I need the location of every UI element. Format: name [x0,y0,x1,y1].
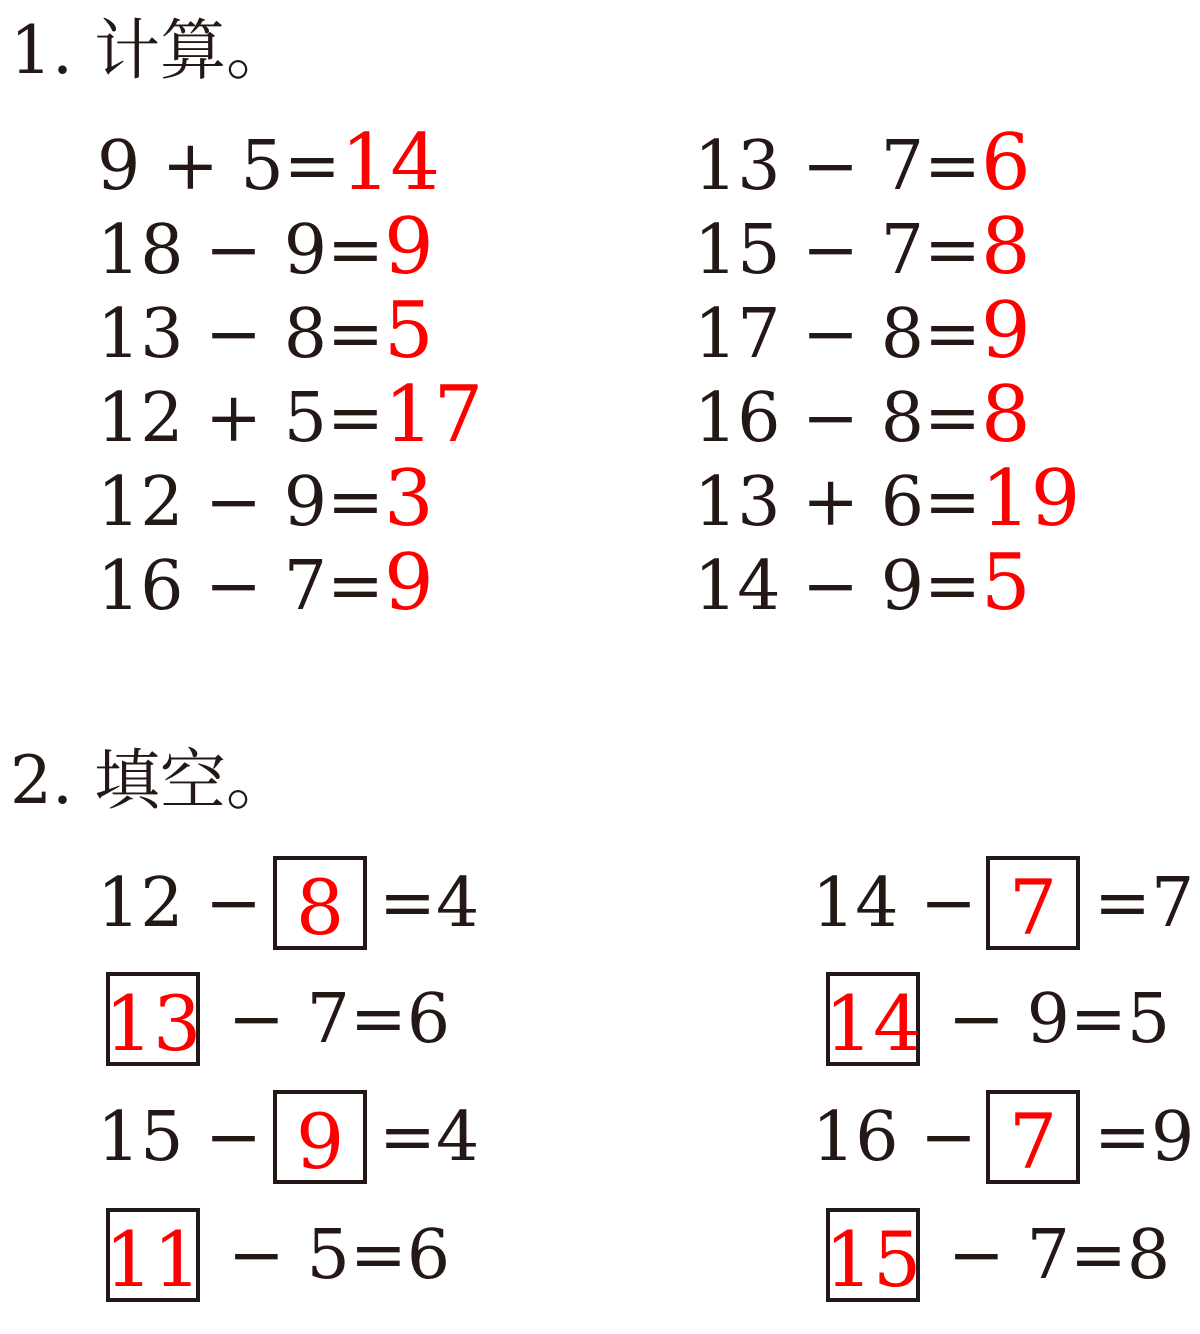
fill-suffix: =7 [1094,864,1195,943]
calc-expression: 15 − 7= [694,211,981,290]
calc-answer: 3 [383,454,434,544]
section-2-title: 2. 填空。 [10,742,292,819]
fill-item [824,1208,1200,1304]
calc-answer: 14 [340,118,440,208]
fill-suffix: − 7=8 [948,1216,1171,1295]
calc-item [694,538,1031,628]
fill-prefix: 12 − [97,864,263,943]
calc-expression: 12 − 9= [97,463,384,542]
answer-box [106,1208,200,1302]
calc-answer: 8 [980,202,1031,292]
answer-box [986,1090,1080,1184]
calc-item [694,202,1031,292]
fill-item [812,856,1200,952]
calc-expression: 16 − 7= [97,547,384,626]
calc-expression: 13 + 6= [694,463,981,542]
box-answer: 13 [104,979,202,1068]
calc-expression: 18 − 9= [97,211,384,290]
calc-expression: 16 − 8= [694,379,981,458]
box-answer: 15 [824,1215,922,1304]
fill-prefix: 15 − [97,1098,263,1177]
box-answer: 8 [295,863,345,952]
fill-item [824,972,1200,1068]
fill-item [97,1090,497,1186]
fill-prefix: 16 − [812,1098,978,1177]
calc-answer: 5 [383,286,434,376]
fill-suffix: =4 [379,864,480,943]
answer-box [826,972,920,1066]
box-answer: 7 [1008,1097,1058,1186]
calc-answer: 9 [383,202,434,292]
box-answer: 7 [1008,863,1058,952]
calc-expression: 13 − 7= [694,127,981,206]
fill-item [104,1208,506,1304]
calc-item [97,538,434,628]
calc-answer: 6 [980,118,1031,208]
box-answer: 14 [824,979,922,1068]
calc-answer: 9 [980,286,1031,376]
fill-suffix: − 7=6 [228,980,451,1059]
calc-expression: 17 − 8= [694,295,981,374]
calc-item [694,454,1081,544]
calc-item [694,286,1031,376]
fill-suffix: =9 [1094,1098,1195,1177]
answer-box [986,856,1080,950]
calc-item [97,454,434,544]
box-answer: 9 [295,1097,345,1186]
fill-prefix: 14 − [812,864,978,943]
answer-box [826,1208,920,1302]
calc-item [97,286,434,376]
fill-item [97,856,497,952]
calc-item [97,118,440,208]
calc-item [694,118,1031,208]
fill-item [812,1090,1200,1186]
answer-box [106,972,200,1066]
answer-box [273,1090,367,1184]
calc-answer: 5 [980,538,1031,628]
fill-suffix: =4 [379,1098,480,1177]
calc-item [97,202,434,292]
calc-expression: 13 − 8= [97,295,384,374]
calc-expression: 9 + 5= [97,127,341,206]
calc-answer: 8 [980,370,1031,460]
box-answer: 11 [104,1215,202,1304]
calc-expression: 12 + 5= [97,379,384,458]
calc-answer: 19 [980,454,1081,544]
calc-item [694,370,1031,460]
calc-item [97,370,484,460]
calc-answer: 17 [383,370,484,460]
fill-suffix: − 9=5 [948,980,1171,1059]
section-1-title: 1. 计算。 [10,12,292,89]
calc-expression: 14 − 9= [694,547,981,626]
answer-box [273,856,367,950]
calc-answer: 9 [383,538,434,628]
fill-suffix: − 5=6 [228,1216,451,1295]
fill-item [104,972,506,1068]
